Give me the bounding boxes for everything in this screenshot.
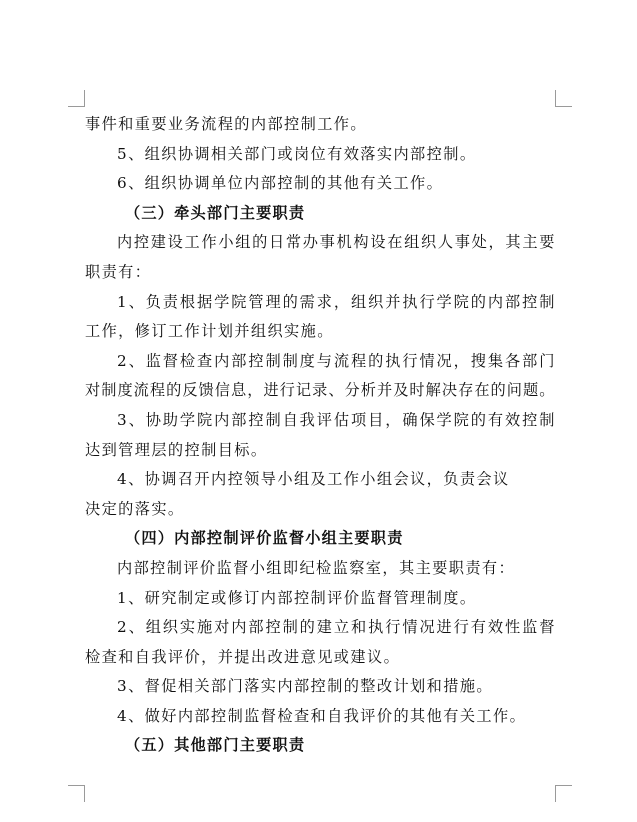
list-item: 2、组织实施对内部控制的建立和执行情况进行有效性监督: [117, 618, 555, 637]
list-item-continuation: 对制度流程的反馈信息，进行记录、分析并及时解决存在的问题。: [85, 381, 555, 400]
corner-mark-top-right: [555, 90, 572, 107]
list-item-continuation: 决定的落实。: [85, 499, 185, 518]
list-item: 1、研究制定或修订内部控制评价监督管理制度。: [117, 588, 477, 607]
corner-mark-bottom-left: [68, 785, 85, 802]
list-item: 4、协调召开内控领导小组及工作小组会议，负责会议: [117, 470, 510, 489]
section-heading: （四）内部控制评价监督小组主要职责: [125, 529, 404, 548]
text-line: 事件和重要业务流程的内部控制工作。: [85, 115, 367, 133]
list-item-continuation: 工作，修订工作计划并组织实施。: [85, 322, 334, 341]
list-item: 3、协助学院内部控制自我评估项目，确保学院的有效控制: [117, 410, 555, 429]
list-item: 5、组织协调相关部门或岗位有效落实内部控制。: [117, 144, 477, 163]
list-item-continuation: 检查和自我评价，并提出改进意见或建议。: [85, 647, 401, 666]
list-item: 1、负责根据学院管理的需求，组织并执行学院的内部控制: [117, 292, 555, 311]
section-heading: （三）牵头部门主要职责: [125, 203, 306, 222]
list-item: 4、做好内部控制监督检查和自我评价的其他有关工作。: [117, 706, 527, 725]
corner-mark-top-left: [68, 90, 85, 107]
section-heading: （五）其他部门主要职责: [125, 736, 306, 755]
paragraph-line: 职责有：: [85, 262, 152, 281]
paragraph-line: 内控建设工作小组的日常办事机构设在组织人事处，其主要: [117, 233, 555, 252]
document-body: [85, 110, 555, 761]
list-item: 2、监督检查内部控制制度与流程的执行情况，搜集各部门: [117, 351, 555, 370]
corner-mark-bottom-right: [555, 785, 572, 802]
paragraph-line: 内部控制评价监督小组即纪检监察室，其主要职责有：: [117, 558, 516, 577]
list-item: 6、组织协调单位内部控制的其他有关工作。: [117, 174, 444, 193]
list-item: 3、督促相关部门落实内部控制的整改计划和措施。: [117, 677, 493, 696]
list-item-continuation: 达到管理层的控制目标。: [85, 440, 268, 459]
